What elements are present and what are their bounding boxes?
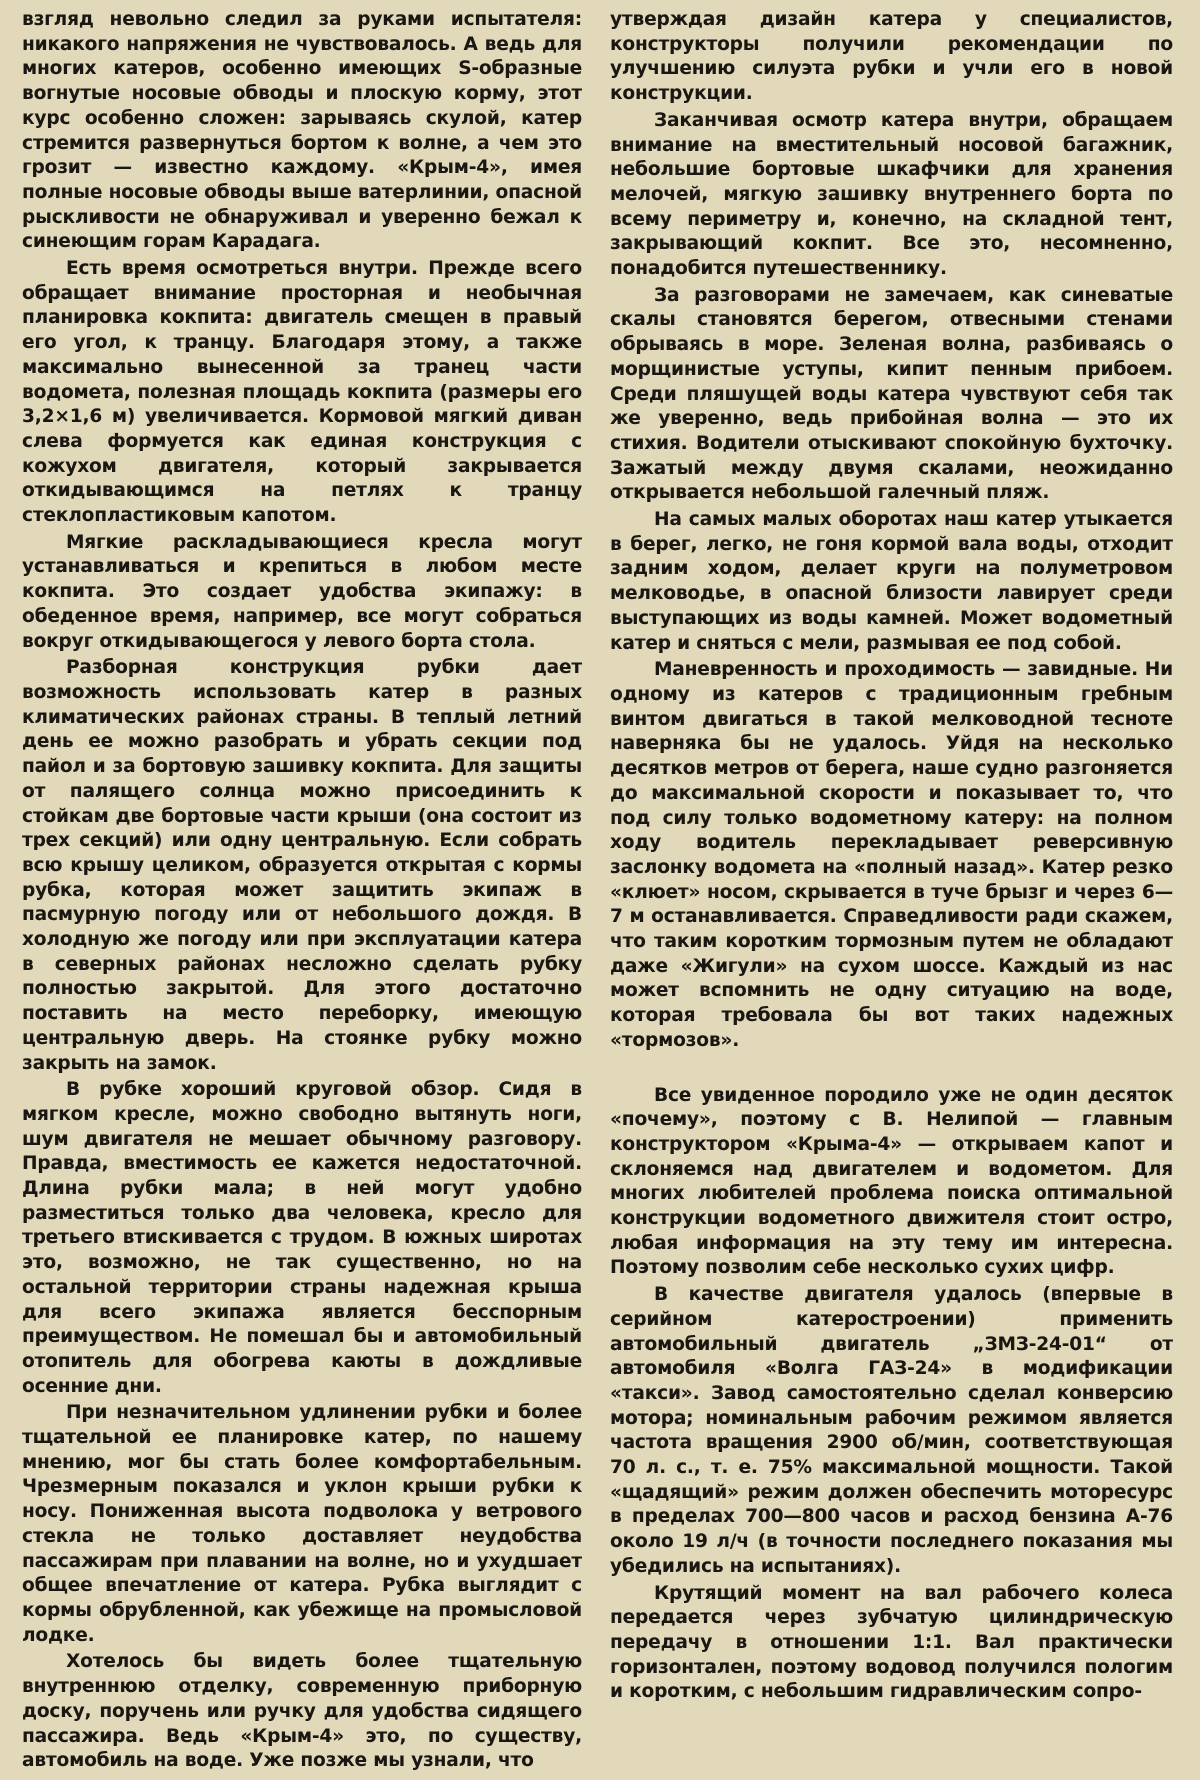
paragraph: Разборная конструкция рубки дает возможность использовать катер в разных климатических районах страны. В теплый летний день ее можно разобрать и убрать секции под пайол и за бортовую зашивку кокпита. Для защиты от палящего солнца можно присоединить к стойкам две бортовые части крыши (она состоит из трех секций) или одну центральную. Если собрать всю крышу целиком, образуется открытая с кормы рубка, которая может защитить экипаж в пасмурную погоду или от небольшого дождя. В холодную же погоду или при эксплуатации катера в северных районах несложно сделать рубку полностью закрытой. Для этого достаточно поставить на место переборку, имеющую центральную дверь. На стоянке рубку можно закрыть на замок. [22,657,582,1074]
paragraph: Маневренность и проходимость — завидные. Ни одному из катеров с традиционным гребным винтом двигаться в такой мелководной тесноте наверняка бы не удалось. Уйдя на несколько десятков метров от берега, наше судно разгоняется до максимальной скорости и показывает то, что под силу только водометному катеру: на полном ходу водитель перекладывает реверсивную заслонку водомета на «полный назад». Катер резко «клюет» носом, скрывается в туче брызг и через 6—7 м останавливается. Справедливости ради скажем, что таким коротким тормозным путем не обладают даже «Жигули» на сухом шоссе. Каждый из нас может вспомнить не одну ситуацию на воде, которая требовала бы вот таких надежных «тормозов». [610,659,1173,1051]
paragraph: Мягкие раскладывающиеся кресла могут устанавливаться и крепиться в любом месте кокпита. Это создает удобства экипажу: в обеденное время, например, все могут собраться вокруг откидывающегося у левого борта стола. [22,531,582,652]
paragraph: Заканчивая осмотр катера внутри, обращаем внимание на вместительный носовой багажник, небольшие бортовые шкафчики для хранения мелочей, мягкую зашивку внутреннего борта по всему периметру и, конечно, на складной тент, закрывающий кокпит. Все это, несомненно, понадобится путешественнику. [610,109,1173,280]
paragraph: Крутящий момент на вал рабочего колеса передается через зубчатую цилиндрическую передачу в отношении 1:1. Вал практически горизонтален, поэтому водовод получился пологим и коротким, с небольшим гидравлическим сопро- [610,1582,1173,1703]
paragraph: За разговорами не замечаем, как синеватые скалы становятся берегом, отвесными стенами обрываясь в море. Зеленая волна, разбиваясь о морщинистые уступы, кипит пенным прибоем. Среди пляшущей воды катера чувствуют себя так же уверенно, ведь прибойная волна — это их стихия. Водители отыскивают спокойную бухточку. Зажатый между двумя скалами, неожиданно открывается небольшой галечный пляж. [610,284,1173,504]
paragraph: утверждая дизайн катера у специалистов, конструкторы получили рекомендации по улучшению силуэта рубки и учли его в новой конструкции. [610,9,1173,105]
paragraph: Есть время осмотреться внутри. Прежде всего обращает внимание просторная и необычная планировка кокпита: двигатель смещен в правый его угол, к транцу. Благодаря этому, а также максимально вынесенной за транец части водомета, полезная площадь кокпита (размеры его 3,2×1,6 м) увеличивается. Кормовой мягкий диван слева формуется как единая конструкция с кожухом двигателя, который закрывается откидывающимся на петлях к транцу стеклопластиковым капотом. [22,258,582,527]
paragraph: Хотелось бы видеть более тщательную внутреннюю отделку, современную приборную доску, поручень или ручку для удобства сидящего пассажира. Ведь «Крым-4» это, по существу, автомобиль на воде. Уже позже мы узнали, что [22,1651,582,1772]
paragraph: Все увиденное породило уже не один десяток «почему», поэтому с В. Нелипой — главным конструктором «Крыма-4» — открываем капот и склоняемся над двигателем и водометом. Для многих любителей проблема поиска оптимальной конструкции водометного движителя стоит остро, любая информация на эту тему им интересна. Поэтому позволим себе несколько сухих цифр. [610,1084,1173,1279]
right-text-column [610,8,1173,1780]
paragraph: При незначительном удлинении рубки и более тщательной ее планировке катер, по нашему мнению, мог бы стать более комфортабельным. Чрезмерным показался и уклон крыши рубки к носу. Пониженная высота подволока у ветрового стекла не только доставляет неудобства пассажирам при плавании на волне, но и ухудшает общее впечатление от катера. Рубка выглядит с кормы обрубленной, как убежище на промысловой лодке. [22,1402,582,1646]
paragraph: В качестве двигателя удалось (впервые в серийном катеростроении) применить автомобильный двигатель „ЗМЗ-24-01“ от автомобиля «Волга ГАЗ-24» в модификации «такси». Завод самостоятельно сделал конверсию мотора; номинальным рабочим режимом является частота вращения 2900 об/мин, соответствующая 70 л. с., т. е. 75% максимальной мощности. Такой «щадящий» режим должен обеспечить моторесурс в пределах 700—800 часов и расход бензина А-76 около 19 л/ч (в точности последнего показания мы убедились на испытаниях). [610,1284,1173,1577]
paragraph: В рубке хороший круговой обзор. Сидя в мягком кресле, можно свободно вытянуть ноги, шум двигателя не мешает обычному разговору. Правда, вместимость ее кажется недостаточной. Длина рубки мала; в ней могут удобно разместиться только два человека, кресло для третьего втискивается с трудом. В южных широтах это, возможно, не так существенно, но на остальной территории страны надежная крыша для всего экипажа является бесспорным преимуществом. Не помешал бы и автомобильный отопитель для обогрева каюты в дождливые осенние дни. [22,1079,582,1397]
paragraph: На самых малых оборотах наш катер утыкается в берег, легко, не гоня кормой вала воды, отходит задним ходом, делает круги на полуметровом мелководье, в опасной близости лавирует среди выступающих из воды камней. Может водометный катер и сняться с мели, размывая ее под собой. [610,509,1173,654]
left-text-column [22,8,582,1780]
paragraph: взгляд невольно следил за руками испытателя: никакого напряжения не чувствовалось. А ведь для многих катеров, особенно имеющих S-образные вогнутые носовые обводы и плоскую корму, этот курс особенно сложен: зарываясь скулой, катер стремится развернуться бортом к волне, а чем это грозит — известно каждому. «Крым-4», имея полные носовые обводы выше ватерлинии, опасной рыскливости не обнаруживал и уверенно бежал к синеющим горам Карадага. [22,9,582,253]
